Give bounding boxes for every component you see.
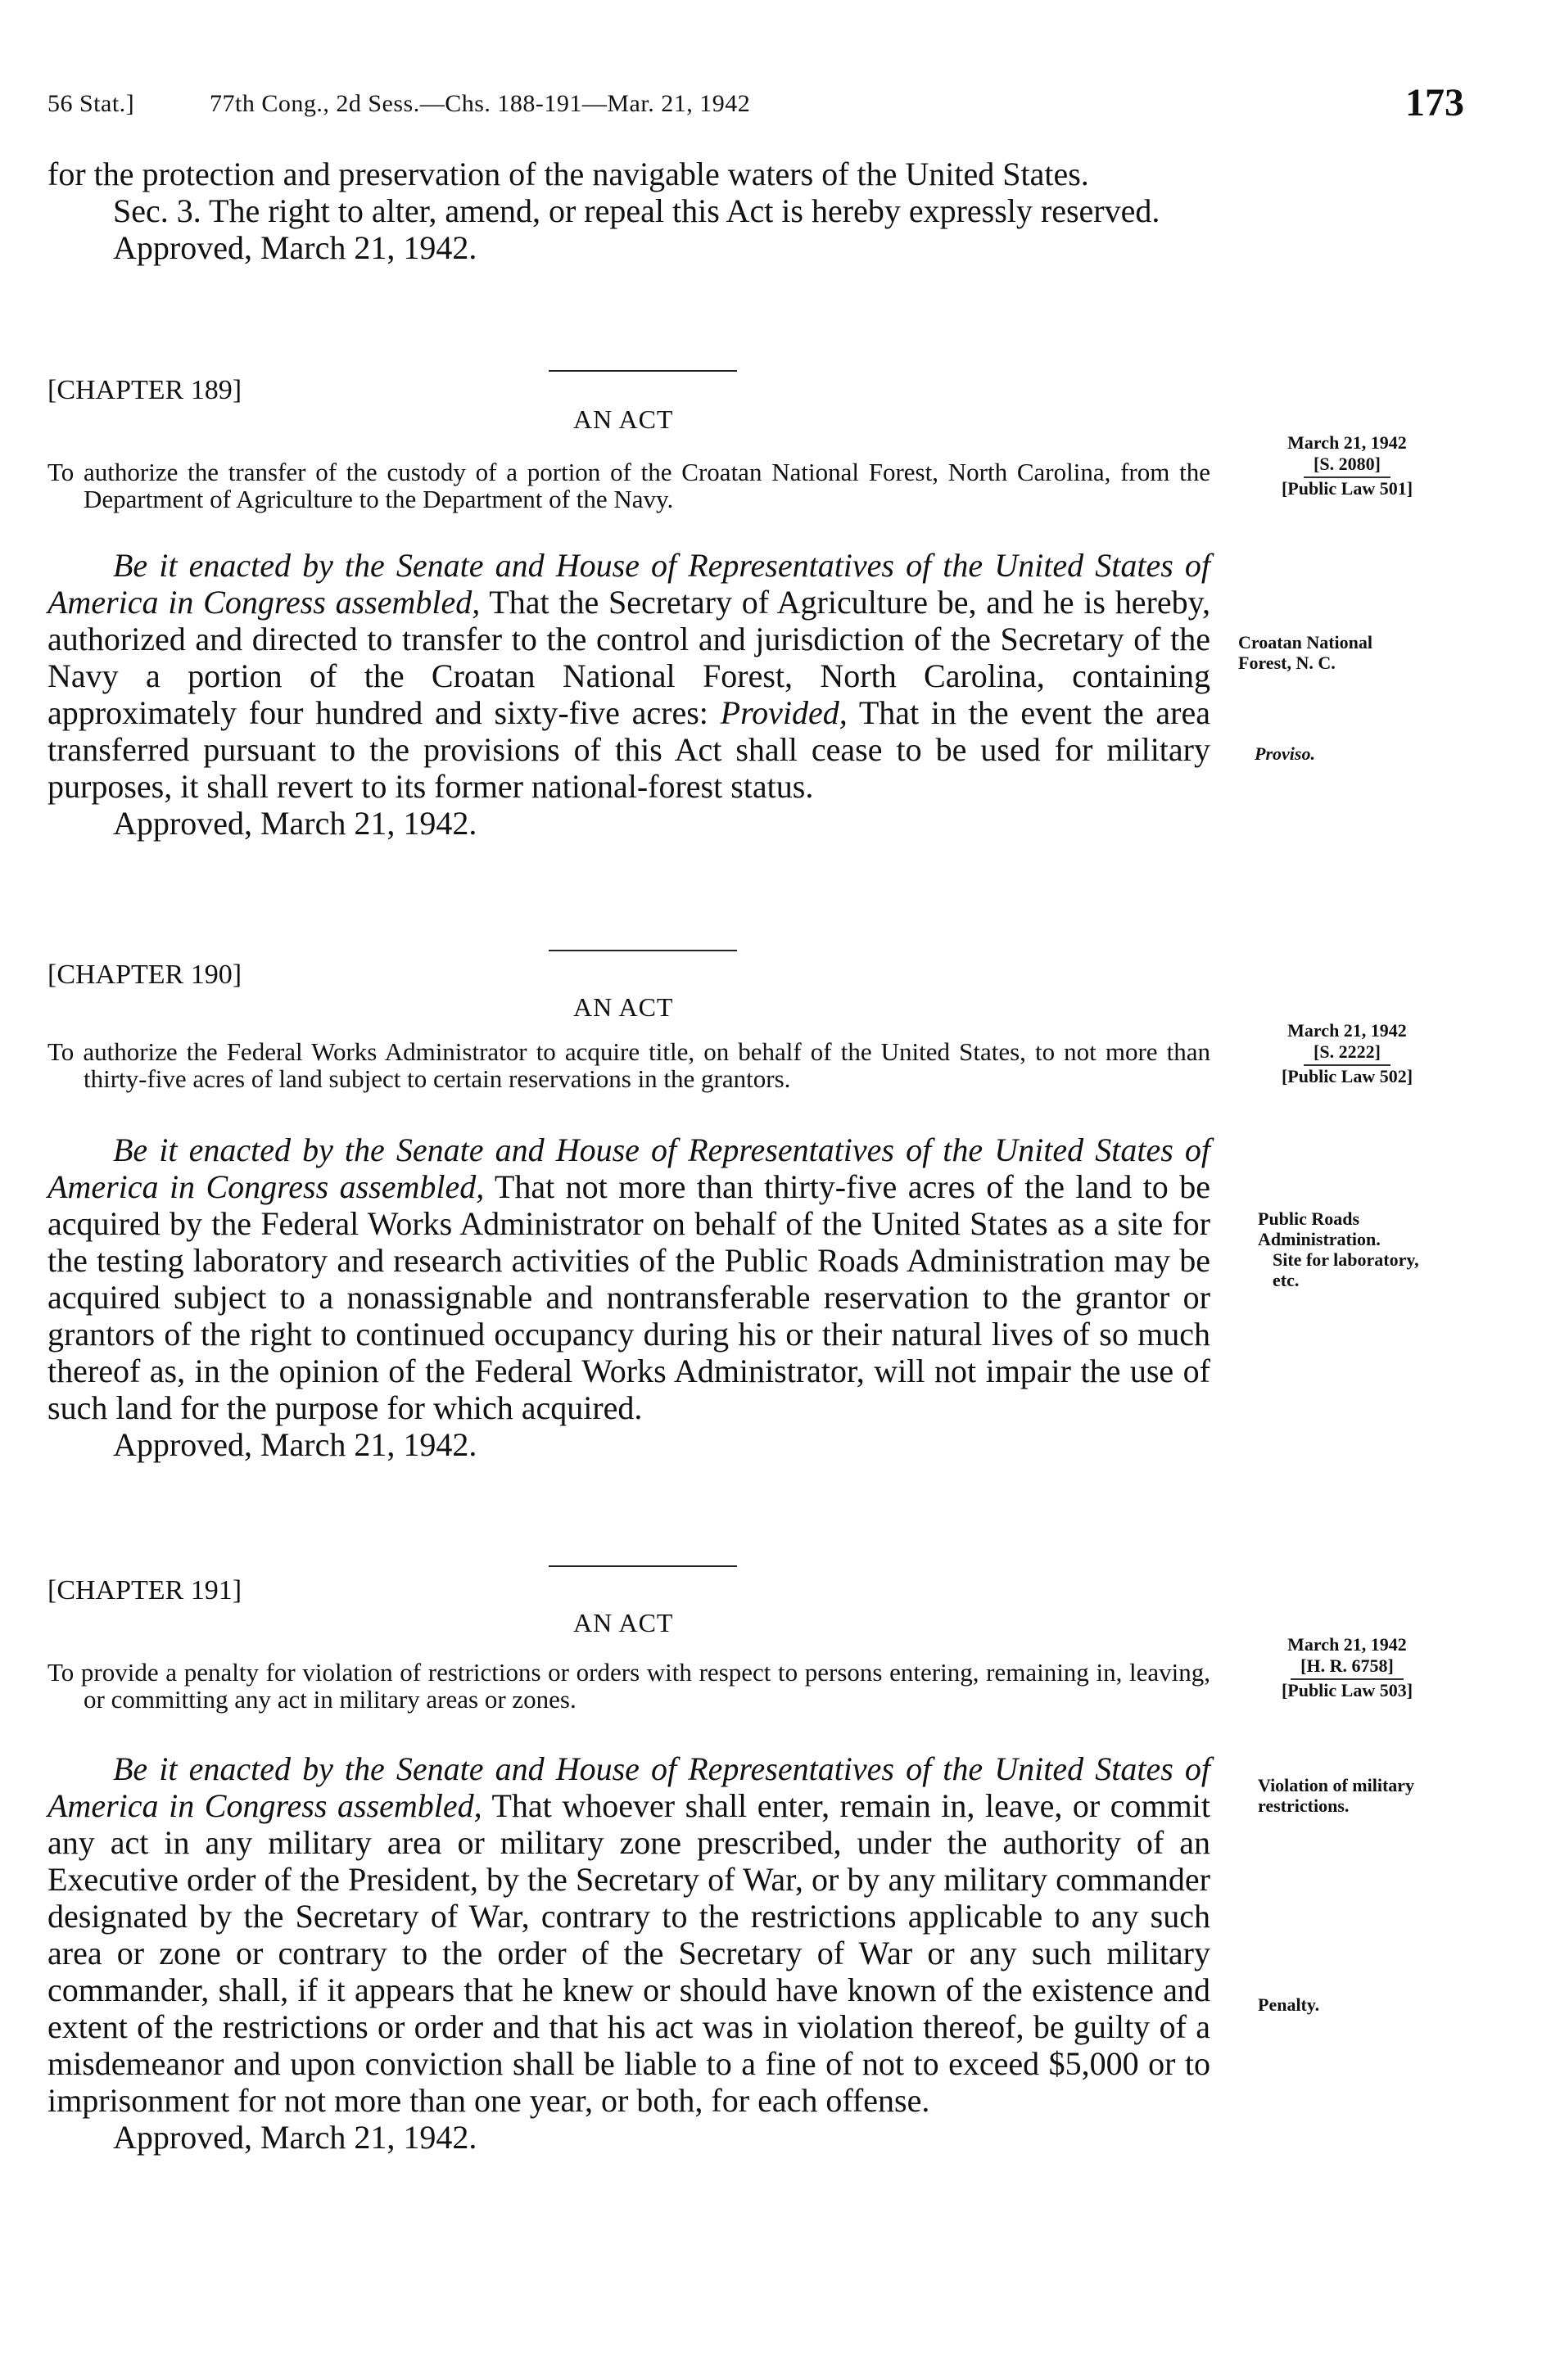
act-body <box>47 1131 1210 1463</box>
act-title <box>47 1038 1210 1092</box>
proviso-word: Provided, <box>720 694 848 731</box>
act-text: That not more than thirty-five acres of the land to be acquired by the Federal Works Administrator on behalf of the United States as a site for the testing laboratory and research activities of the Public Roads Administration may be acquired subject to a nonassignable and nontransferable reservation to the grantor or grantors of the right to continued occupancy during his or their natural lives of so much thereof as, in the opinion of the Federal Works Administrator, will not impair the use of such land for the purpose for which acquired. <box>47 1168 1210 1426</box>
enacting-clause: Be it enacted by the Senate and House of Representatives of the United States of America in Congress assembled, <box>47 547 1210 621</box>
margin-public-law: [Public Law 502] <box>1281 1066 1413 1086</box>
act-body <box>47 1750 1210 2156</box>
continuation-text: for the protection and preservation of the navigable waters of the United States. <box>47 156 1089 192</box>
act-body <box>47 547 1210 842</box>
act-title <box>47 458 1210 513</box>
approved-line: Approved, March 21, 1942. <box>113 2119 477 2156</box>
section-divider <box>549 950 737 951</box>
approved-line: Approved, March 21, 1942. <box>113 229 477 266</box>
act-text: That whoever shall enter, remain in, leave, or commit any act in any military area or military zone prescribed, under the authority of an Executive order of the President, by the Secretary of War, or by any military commander designated by the Secretary of War, contrary to the restrictions applicable to any such area or zone or contrary to the order of the Secretary of War or any such military commander, shall, if it appears that he knew or should have known of the existence and extent of the restrictions or order and that his act was in violation thereof, be guilty of a misdemeanor and upon conviction shall be liable to a fine of not to exceed $5,000 or to imprisonment for not more than one year, or both, for each offense. <box>47 1787 1210 2119</box>
margin-date: March 21, 1942 <box>1287 432 1407 453</box>
section-divider <box>549 370 737 372</box>
margin-date: March 21, 1942 <box>1287 1634 1407 1655</box>
margin-note-proviso: Proviso. <box>1255 743 1315 764</box>
enacting-clause: Be it enacted by the Senate and House of Representatives of the United States of America in Congress assembled, <box>47 1131 1210 1205</box>
margin-note-violation: Violation of military restrictions. <box>1258 1775 1415 1816</box>
act-heading: AN ACT <box>573 404 674 434</box>
section-divider <box>549 1565 737 1567</box>
margin-citation <box>1261 432 1433 499</box>
chapter-number: [CHAPTER 189] <box>47 375 242 405</box>
act-paragraph <box>47 1131 1210 1426</box>
enacting-clause: Be it enacted by the Senate and House of Representatives of the United States of America in Congress assembled, <box>47 1750 1210 1824</box>
act-title-text: To authorize the Federal Works Administrator to acquire title, on behalf of the United States, to not more than thirty-five acres of land subject to certain reservations in the grantors. <box>47 1037 1210 1093</box>
act-title <box>47 1659 1210 1713</box>
running-header <box>47 80 1464 129</box>
approved-line: Approved, March 21, 1942. <box>113 1426 477 1463</box>
act-title-text: To provide a penalty for violation of restrictions or orders with respect to persons entering, remaining in, leaving, or committing any act in military areas or zones. <box>47 1658 1210 1714</box>
approved-line: Approved, March 21, 1942. <box>113 805 477 842</box>
margin-citation <box>1261 1634 1433 1701</box>
section-3: Sec. 3. The right to alter, amend, or repeal this Act is hereby expressly reserved. <box>113 192 1160 229</box>
act-text-continued: That in the event the area transferred pursuant to the provisions of this Act shall cease to be used for military purposes, it shall revert to its former national-forest status. <box>47 694 1210 805</box>
act-heading: AN ACT <box>573 1608 674 1637</box>
page-number: 173 <box>1405 81 1464 124</box>
session-reference: 77th Cong., 2d Sess.—Chs. 188-191—Mar. 21, 1942 <box>210 90 751 117</box>
chapter-number: [CHAPTER 191] <box>47 1575 242 1605</box>
margin-note-public-roads <box>1258 1208 1446 1290</box>
act-heading: AN ACT <box>573 992 674 1022</box>
act-text: That the Secretary of Agriculture be, and he is hereby, authorized and directed to transfer to the control and jurisdiction of the Secretary of the Navy a portion of the Croatan National Forest, North Carolina, containing approximately four hundred and sixty-five acres: <box>47 584 1210 731</box>
act-paragraph <box>47 1750 1210 2119</box>
margin-bill-number: [S. 2222] <box>1304 1041 1390 1066</box>
margin-note-main: Public Roads Administration. <box>1258 1208 1381 1249</box>
volume-reference: 56 Stat.] <box>47 90 135 117</box>
margin-note-penalty: Penalty. <box>1258 1994 1320 2015</box>
margin-note-sub: Site for laboratory, etc. <box>1273 1249 1419 1290</box>
act-paragraph <box>47 547 1210 805</box>
margin-date: March 21, 1942 <box>1287 1020 1407 1041</box>
margin-bill-number: [H. R. 6758] <box>1291 1655 1404 1680</box>
margin-note-croatan: Croatan National Forest, N. C. <box>1238 632 1372 673</box>
act-title-text: To authorize the transfer of the custody of a portion of the Croatan National Forest, North Carolina, from the Department of Agriculture to the Department of the Navy. <box>47 458 1210 513</box>
margin-public-law: [Public Law 503] <box>1281 1680 1413 1700</box>
margin-citation <box>1261 1020 1433 1087</box>
margin-bill-number: [S. 2080] <box>1304 454 1390 478</box>
continuation-block <box>47 156 1210 266</box>
chapter-number: [CHAPTER 190] <box>47 960 242 990</box>
margin-public-law: [Public Law 501] <box>1281 478 1413 499</box>
